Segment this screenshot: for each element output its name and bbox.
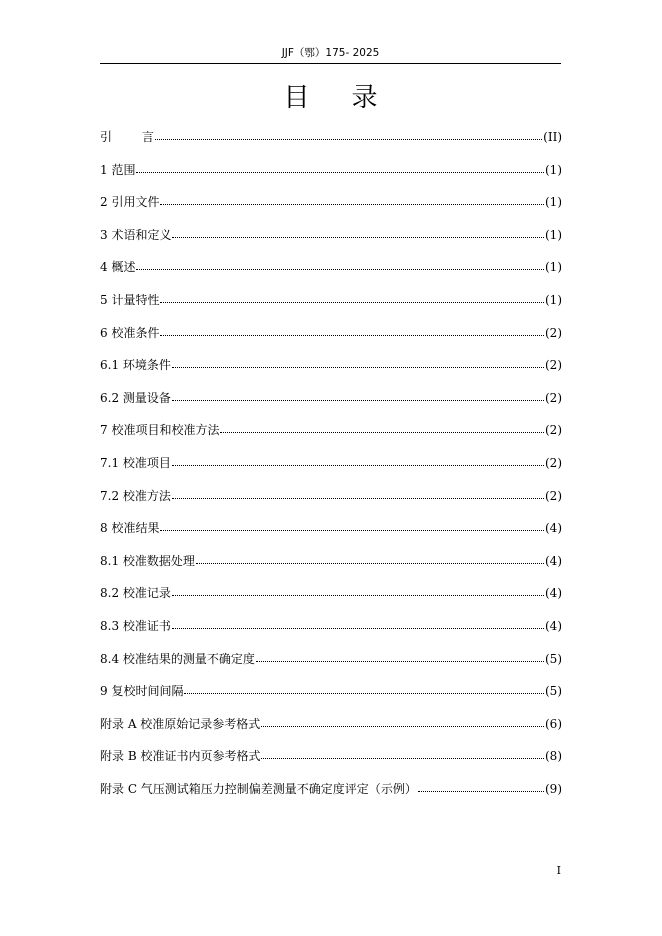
toc-entry-7[interactable] <box>100 421 562 454</box>
toc-entry-page: (2) <box>545 358 562 373</box>
toc-entry-page: (2) <box>545 390 562 405</box>
dot-leader <box>160 194 544 205</box>
toc-entry-label: 7.2 校准方法 <box>100 488 171 503</box>
dot-leader <box>256 651 544 662</box>
toc-entry-page: (2) <box>545 325 562 340</box>
toc-entry-label: 8.3 校准证书 <box>100 618 171 633</box>
toc-entry-page: (4) <box>545 618 562 633</box>
dot-leader <box>172 390 544 401</box>
toc-entry-appendix-a[interactable] <box>100 715 562 748</box>
dot-leader <box>220 422 544 433</box>
toc-entry-page: (1) <box>545 260 562 275</box>
toc-entry-8-2[interactable] <box>100 584 562 617</box>
toc-entry-3[interactable] <box>100 226 562 259</box>
toc-entry-9[interactable] <box>100 682 562 715</box>
toc-entry-8-1[interactable] <box>100 552 562 585</box>
toc-entry-1[interactable] <box>100 161 562 194</box>
table-of-contents <box>100 128 562 812</box>
toc-entry-page: (1) <box>545 227 562 242</box>
dot-leader <box>172 618 544 629</box>
toc-entry-label: 附录 A 校准原始记录参考格式 <box>100 716 261 731</box>
toc-entry-label: 6.1 环境条件 <box>100 358 171 373</box>
dot-leader <box>196 553 544 564</box>
dot-leader <box>261 748 544 759</box>
dot-leader <box>160 325 544 336</box>
toc-entry-page: (1) <box>545 292 562 307</box>
dot-leader <box>172 585 544 596</box>
dot-leader <box>172 488 544 499</box>
toc-entry-7-1[interactable] <box>100 454 562 487</box>
dot-leader <box>160 292 544 303</box>
toc-entry-label: 8.1 校准数据处理 <box>100 553 195 568</box>
dot-leader <box>172 455 544 466</box>
toc-entry-label: 9 复校时间间隔 <box>100 684 184 699</box>
dot-leader <box>155 129 542 140</box>
toc-entry-6-1[interactable] <box>100 356 562 389</box>
toc-entry-8-3[interactable] <box>100 617 562 650</box>
page-number: I <box>556 864 561 877</box>
toc-entry-page: (2) <box>545 488 562 503</box>
toc-entry-page: (1) <box>545 162 562 177</box>
toc-entry-label: 6.2 测量设备 <box>100 390 171 405</box>
toc-entry-label: 4 概述 <box>100 260 136 275</box>
dot-leader <box>172 227 544 238</box>
dot-leader <box>160 520 544 531</box>
toc-entry-6-2[interactable] <box>100 389 562 422</box>
toc-entry-page: (5) <box>545 651 562 666</box>
toc-entry-7-2[interactable] <box>100 487 562 520</box>
toc-entry-label: 附录 B 校准证书内页参考格式 <box>100 749 261 764</box>
toc-entry-6[interactable] <box>100 324 562 357</box>
toc-entry-label: 1 范围 <box>100 162 136 177</box>
toc-entry-page: (4) <box>545 521 562 536</box>
toc-entry-8[interactable] <box>100 519 562 552</box>
toc-entry-page: (9) <box>545 781 562 796</box>
toc-entry-label: 6 校准条件 <box>100 325 160 340</box>
dot-leader <box>136 259 544 270</box>
page-title: 目录 <box>283 83 420 113</box>
toc-entry-label: 8 校准结果 <box>100 521 160 536</box>
dot-leader <box>136 162 544 173</box>
toc-entry-page: (1) <box>545 195 562 210</box>
toc-entry-page: (II) <box>543 130 562 144</box>
toc-entry-label: 2 引用文件 <box>100 195 160 210</box>
toc-entry-page: (5) <box>545 684 562 699</box>
toc-entry-label: 8.2 校准记录 <box>100 586 171 601</box>
toc-entry-label: 8.4 校准结果的测量不确定度 <box>100 651 255 666</box>
dot-leader <box>261 716 544 727</box>
toc-entry-label: 7 校准项目和校准方法 <box>100 423 220 438</box>
toc-entry-label: 5 计量特性 <box>100 292 160 307</box>
toc-entry-appendix-b[interactable] <box>100 747 562 780</box>
header-divider <box>100 63 561 64</box>
toc-entry-page: (4) <box>545 553 562 568</box>
toc-entry-label: 引 言 <box>100 130 154 144</box>
toc-entry-page: (6) <box>545 716 562 731</box>
toc-entry-page: (8) <box>545 749 562 764</box>
running-header: JJF（鄂）175- 2025 <box>281 47 380 59</box>
toc-entry-page: (2) <box>545 423 562 438</box>
dot-leader <box>418 781 544 792</box>
toc-entry-label: 附录 C 气压测试箱压力控制偏差测量不确定度评定（示例） <box>100 781 417 796</box>
toc-entry-label: 7.1 校准项目 <box>100 455 171 470</box>
toc-entry-appendix-c[interactable] <box>100 780 562 813</box>
toc-entry-2[interactable] <box>100 193 562 226</box>
toc-entry-page: (2) <box>545 455 562 470</box>
toc-entry-4[interactable] <box>100 258 562 291</box>
toc-entry-intro[interactable] <box>100 128 562 161</box>
toc-entry-8-4[interactable] <box>100 650 562 683</box>
toc-entry-label: 3 术语和定义 <box>100 227 172 242</box>
toc-entry-page: (4) <box>545 586 562 601</box>
toc-entry-5[interactable] <box>100 291 562 324</box>
dot-leader <box>184 683 544 694</box>
dot-leader <box>172 357 544 368</box>
